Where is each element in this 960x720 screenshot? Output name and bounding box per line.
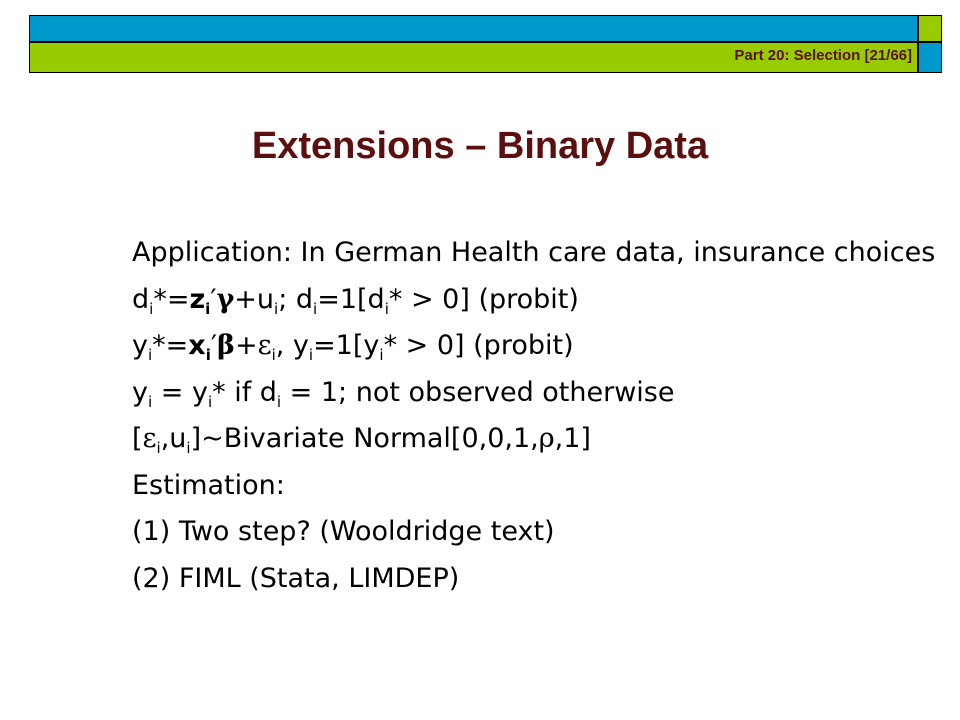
equation-d-star: $d_i*=z_i'\gamma+u_i$; $d_i=1[d_i* > 0]$ (probit) bbox=[132, 283, 579, 318]
equation-y-star: $y_i*=x_i'\beta+\varepsilon_i$, $y_i=1[y_i* > 0]$ (probit) bbox=[132, 330, 574, 364]
header-band-bottom-right bbox=[918, 42, 942, 73]
equation-bivariate-normal: $[\varepsilon_i,u_i]\sim Bivariate$ Normal[0,0,1,ρ,1] bbox=[132, 423, 591, 457]
slide-title: Extensions – Binary Data bbox=[251, 125, 709, 167]
header-band-top-left bbox=[29, 15, 918, 42]
estimation-step-2: (2) FIML (Stata, LIMDEP) bbox=[132, 562, 460, 594]
estimation-step-1: (1) Two step? (Wooldridge text) bbox=[132, 516, 555, 547]
header-band-top-right bbox=[918, 15, 942, 42]
application-line: Application: In German Health care data, insurance choices bbox=[132, 237, 936, 268]
estimation-heading: Estimation: bbox=[132, 469, 285, 501]
equation-observation-rule: $y_i = y_i*$ if $d_i = 1$; not observed otherwise bbox=[132, 376, 675, 411]
slide-label: Part 20: Selection [21/66] bbox=[734, 47, 912, 64]
slide-body bbox=[132, 230, 936, 602]
